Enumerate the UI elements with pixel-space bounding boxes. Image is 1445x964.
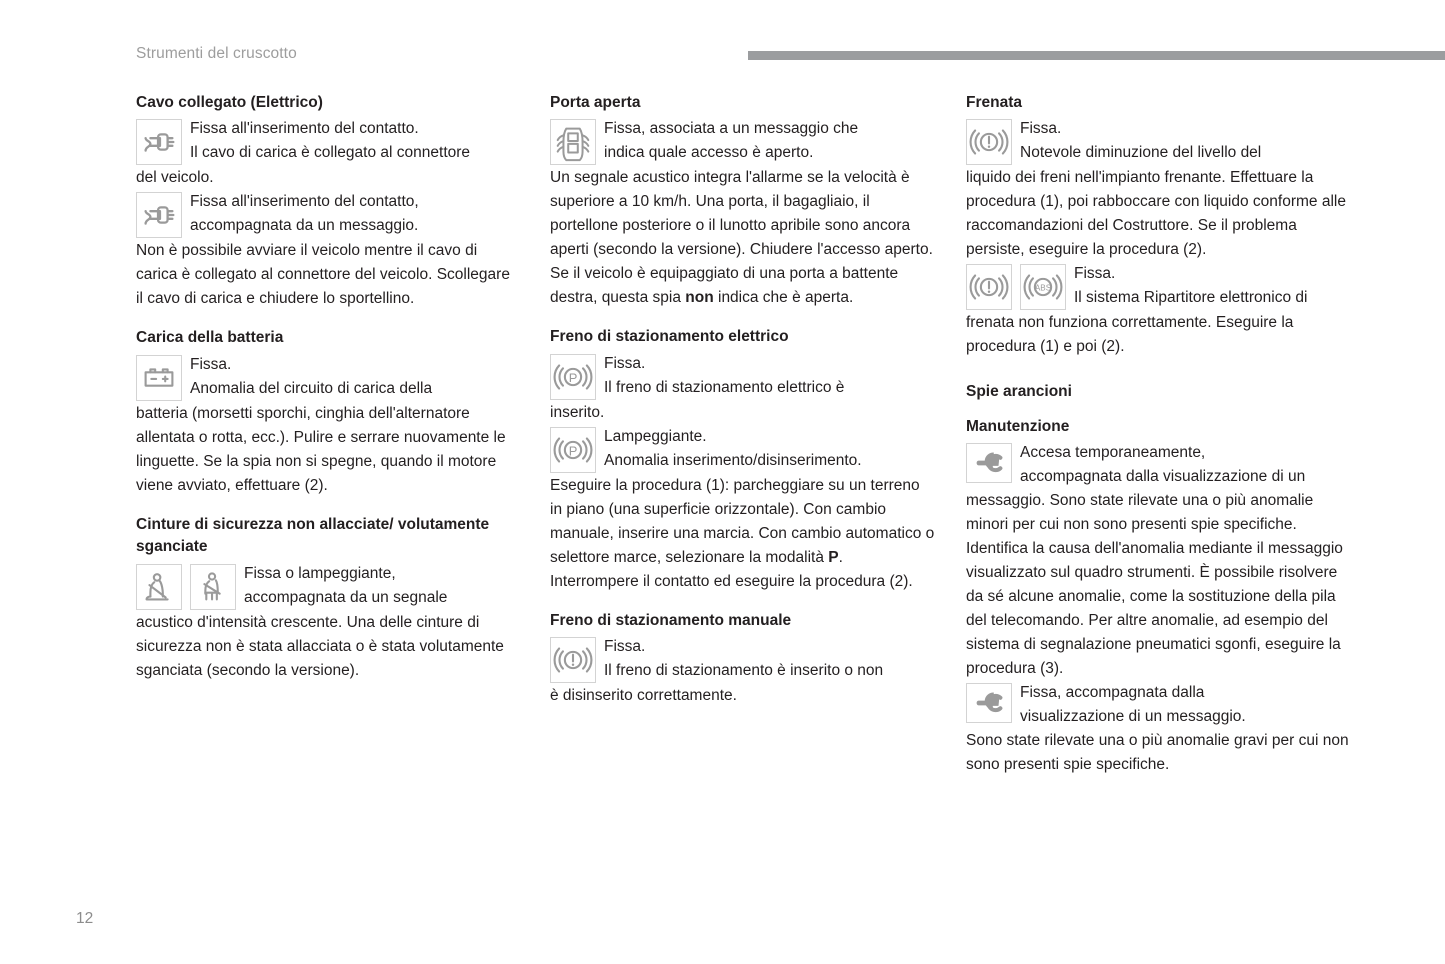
tell-tale-line: Fissa.	[1074, 265, 1116, 283]
body-paragraph: del veicolo.	[136, 169, 214, 187]
tell-tale-block	[966, 681, 1351, 729]
tell-tale-description	[1020, 117, 1351, 165]
door-open-icon	[550, 119, 596, 165]
tell-tale-block	[550, 352, 935, 401]
tell-tale-line: accompagnata da un messaggio.	[190, 217, 419, 235]
tell-tale-line: Fissa.	[1020, 120, 1062, 138]
tell-tale-line: indica quale accesso è aperto.	[604, 144, 814, 162]
wrench-icon-frame	[966, 443, 1012, 483]
group-title: Spie arancioni	[966, 383, 1072, 401]
tell-tale-line: Fissa, associata a un messaggio che	[604, 120, 859, 138]
tell-tale-block	[136, 562, 521, 611]
parking-brake-p-icon-frame	[550, 427, 596, 473]
tell-tale-line: Lampeggiante.	[604, 427, 707, 445]
body-paragraph: Non è possibile avviare il veicolo mentre il cavo di carica è collegato al connettore del veicolo. Scollegare il cavo di carica e chiudere lo sportellino.	[136, 242, 510, 308]
body-paragraph: messaggio. Sono state rilevate una o più anomalie minori per cui non sono presenti spie specifiche. Identifica la causa dell'anomalia mediante il messaggio visualizzato sul quadro strumenti. È possibile risolvere da sé alcune anomalie, come la sostituzione della pila del telecomando. Per altre anomalie, ad esempio del sistema di segnalazione pneumatici sgonfi, eseguire la procedura (3).	[966, 492, 1343, 678]
charging-plug-icon-frame	[136, 119, 182, 165]
tell-tale-line: Accesa temporaneamente,	[1020, 444, 1206, 462]
body-paragraph: batteria (morsetti sporchi, cinghia dell'alternatore allentata o rotta, ecc.). Pulire e serrare nuovamente le linguette. Se la spia non si spegne, quando il motore viene avviato, effettuare (2).	[136, 404, 506, 494]
column-middle	[550, 92, 935, 708]
seatbelt-front-icon	[136, 564, 182, 610]
tell-tale-block	[550, 117, 935, 166]
tell-tale-description	[190, 353, 521, 401]
parking-brake-p-icon	[550, 427, 596, 473]
tell-tale-description	[1020, 681, 1351, 729]
brake-warning-icon-frame	[966, 264, 1012, 310]
brake-warning-icon	[550, 637, 596, 683]
battery-icon	[136, 355, 182, 401]
tell-tale-line: Notevole diminuzione del livello del	[1020, 144, 1262, 162]
seatbelt-front-icon-frame	[136, 564, 182, 610]
parking-brake-p-icon	[550, 354, 596, 400]
svg-text:P: P	[568, 443, 578, 459]
body-paragraph: liquido dei freni nell'impianto frenante. Effettuare la procedura (1), poi rabboccare con liquido conforme alle raccomandazioni del Costruttore. Se il problema persiste, eseguire la procedura (2).	[966, 169, 1346, 259]
wrench-icon-frame	[966, 683, 1012, 723]
tell-tale-block	[136, 353, 521, 402]
tell-tale-block	[966, 262, 1351, 311]
tell-tale-line: accompagnata da un segnale	[244, 588, 448, 606]
body-paragraph: frenata non funziona correttamente. Eseguire la procedura (1) e poi (2).	[966, 314, 1294, 356]
charging-plug-icon-frame	[136, 192, 182, 238]
tell-tale-description	[604, 425, 935, 473]
column-left	[136, 92, 521, 683]
tell-tale-block	[550, 425, 935, 474]
svg-text:ABS: ABS	[1034, 283, 1052, 293]
body-paragraph: Sono state rilevate una o più anomalie gravi per cui non sono presenti spie specifiche.	[966, 732, 1349, 774]
section-title-freno-stazionamento-elettrico: Freno di stazionamento elettrico	[550, 328, 789, 346]
tell-tale-block	[136, 117, 521, 166]
tell-tale-line: visualizzazione di un messaggio.	[1020, 708, 1246, 726]
tell-tale-block	[136, 190, 521, 239]
tell-tale-line: Il cavo di carica è collegato al connettore	[190, 144, 471, 162]
battery-icon-frame	[136, 355, 182, 401]
tell-tale-line: Fissa, accompagnata dalla	[1020, 684, 1205, 702]
abs-icon	[1020, 264, 1066, 310]
tell-tale-description	[190, 190, 521, 238]
seatbelt-rear-icon-frame	[190, 564, 236, 610]
svg-text:P: P	[568, 370, 578, 386]
brake-warning-icon	[966, 119, 1012, 165]
tell-tale-line: Fissa.	[604, 638, 646, 656]
page-number: 12	[76, 910, 94, 927]
body-paragraph: acustico d'intensità crescente. Una delle cinture di sicurezza non è stata allacciata o è stata volutamente sganciata (secondo la versione).	[136, 613, 504, 679]
abs-icon-frame	[1020, 264, 1066, 310]
tell-tale-description	[1020, 441, 1351, 489]
wrench-icon	[966, 683, 1012, 723]
brake-warning-icon-frame	[966, 119, 1012, 165]
tell-tale-block	[966, 117, 1351, 166]
tell-tale-line: Il freno di stazionamento è inserito o non	[604, 662, 884, 680]
tell-tale-line: Anomalia inserimento/disinserimento.	[604, 451, 862, 469]
body-paragraph: è disinserito correttamente.	[550, 687, 737, 705]
wrench-icon	[966, 443, 1012, 483]
tell-tale-line: Fissa.	[604, 354, 646, 372]
parking-brake-p-icon-frame	[550, 354, 596, 400]
seatbelt-rear-icon	[190, 564, 236, 610]
tell-tale-line: accompagnata dalla visualizzazione di un	[1020, 468, 1306, 486]
header-rule	[748, 51, 1445, 60]
body-paragraph: inserito.	[550, 403, 605, 421]
tell-tale-line: Anomalia del circuito di carica della	[190, 379, 433, 397]
column-right	[966, 92, 1351, 777]
tell-tale-description	[604, 635, 935, 683]
section-title-frenata: Frenata	[966, 94, 1022, 111]
tell-tale-description	[604, 352, 935, 400]
tell-tale-description	[244, 562, 521, 610]
body-paragraph: Un segnale acustico integra l'allarme se la velocità è superiore a 10 km/h. Una porta, il bagagliaio, il portellone posteriore o il lunotto apribile sono ancora aperti (secondo la versione). Chiudere l'accesso aperto. Se il veicolo è equipaggiato di una porta a battente destra, questa spia non indica che è aperta.	[550, 169, 933, 307]
tell-tale-description	[1074, 262, 1351, 310]
section-title-cinture-sicurezza: Cinture di sicurezza non allacciate/ volutamente sganciate	[136, 515, 490, 556]
door-open-icon-frame	[550, 119, 596, 165]
tell-tale-block	[966, 441, 1351, 489]
tell-tale-line: Fissa all'inserimento del contatto,	[190, 193, 419, 211]
running-head: Strumenti del cruscotto	[136, 45, 297, 62]
body-paragraph: Eseguire la procedura (1): parcheggiare su un terreno in piano (una superficie orizzontale). Con cambio manuale, inserire una marcia. Con cambio automatico o selettore marce, selezionare la modalità P. Interrompere il contatto ed eseguire la procedura (2).	[550, 476, 935, 590]
tell-tale-description	[604, 117, 935, 165]
tell-tale-line: Il sistema Ripartitore elettronico di	[1074, 289, 1308, 307]
tell-tale-description	[190, 117, 521, 165]
brake-warning-icon	[966, 264, 1012, 310]
tell-tale-line: Fissa o lampeggiante,	[244, 564, 396, 582]
tell-tale-block	[550, 635, 935, 684]
section-title-carica-batteria: Carica della batteria	[136, 329, 284, 347]
tell-tale-line: Fissa all'inserimento del contatto.	[190, 120, 419, 138]
charging-plug-icon	[136, 192, 182, 238]
section-title-freno-stazionamento-manuale: Freno di stazionamento manuale	[550, 611, 792, 629]
section-title-cavo-collegato: Cavo collegato (Elettrico)	[136, 94, 323, 111]
tell-tale-line: Fissa.	[190, 355, 232, 373]
brake-warning-icon-frame	[550, 637, 596, 683]
section-title-porta-aperta: Porta aperta	[550, 94, 641, 111]
tell-tale-line: Il freno di stazionamento elettrico è	[604, 378, 845, 396]
section-title-spie-arancioni: Manutenzione	[966, 417, 1070, 435]
charging-plug-icon	[136, 119, 182, 165]
